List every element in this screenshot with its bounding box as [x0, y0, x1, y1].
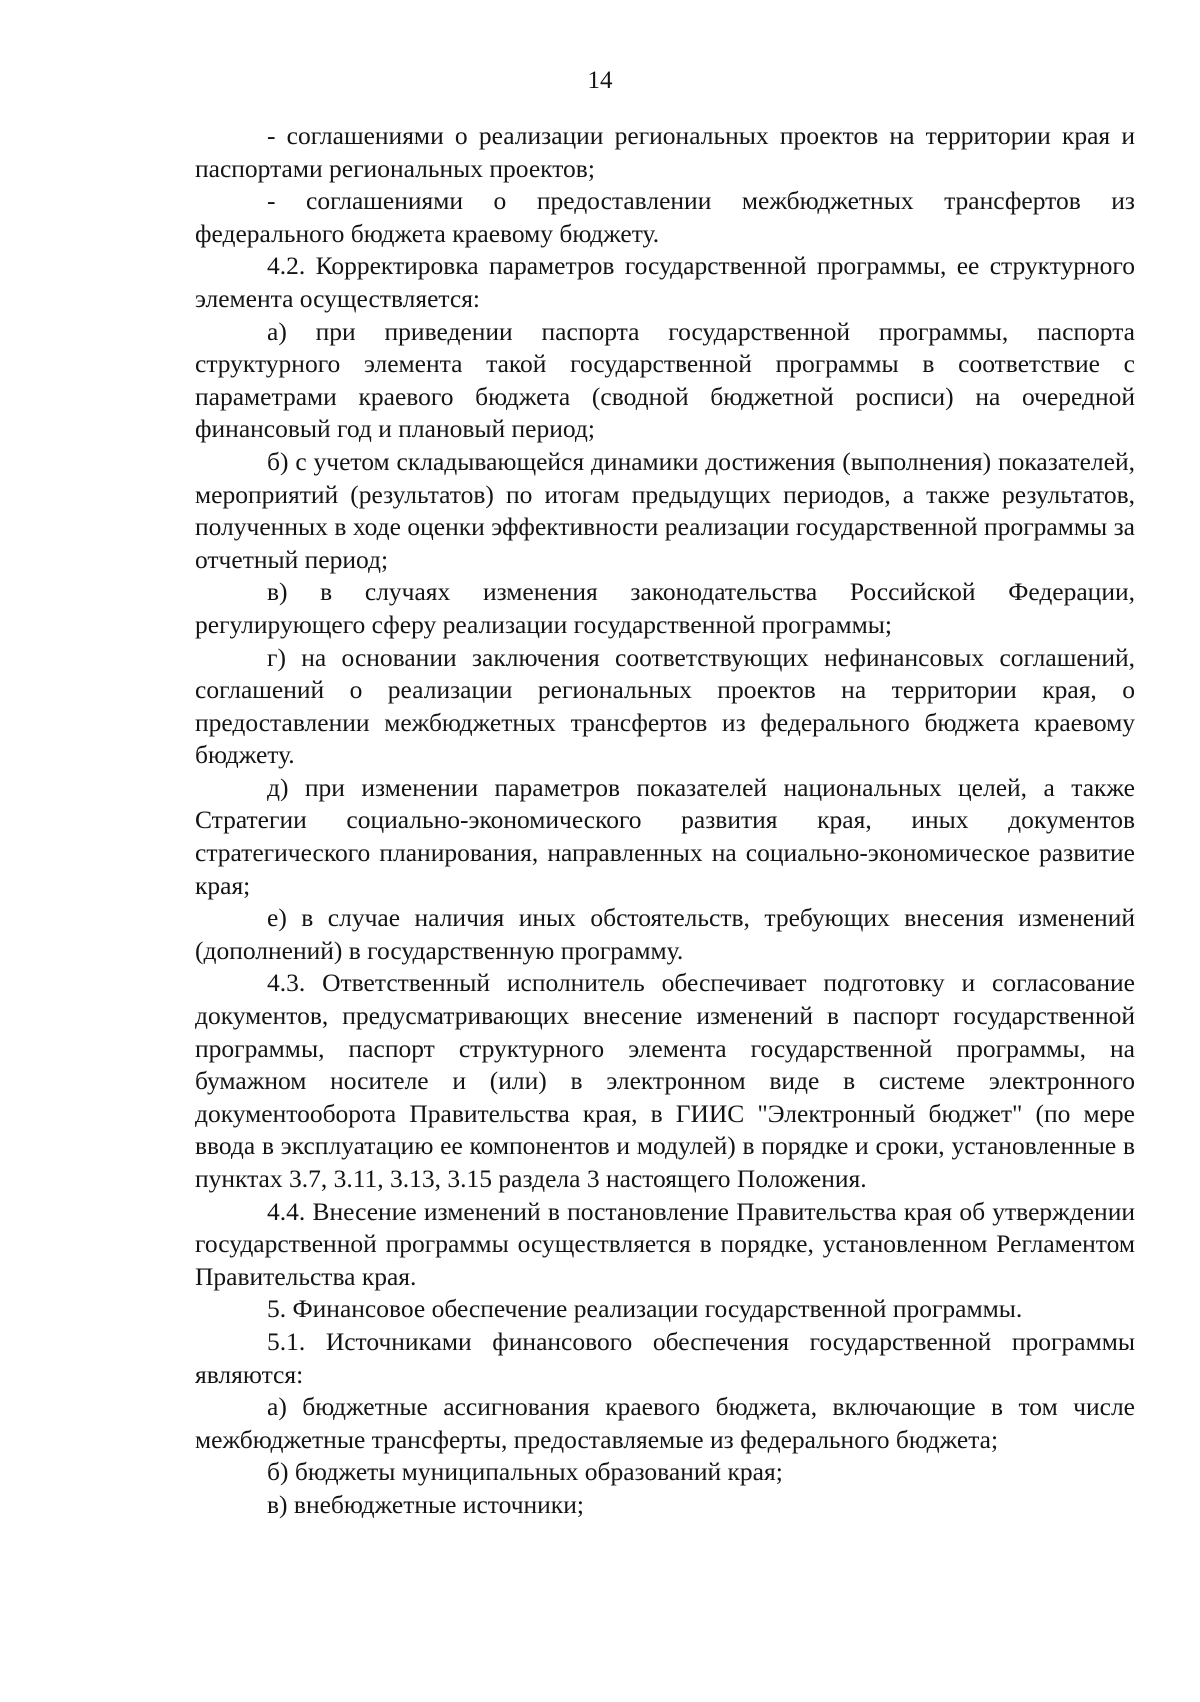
paragraph-4-2-d: д) при изменении параметров показателей национальных целей, а также Стратегии социально-экономического развития края, иных документов стратегического планирования, направленных на социально-экономическое развитие края;	[195, 772, 1135, 900]
paragraph-5-1: 5.1. Источниками финансового обеспечения государственной программы являются:	[195, 1326, 1135, 1389]
paragraph-5-1-v: в) внебюджетные источники;	[267, 1489, 584, 1519]
paragraph-4-2-a: а) при приведении паспорта государственной программы, паспорта структурного элемента такой государственной программы в соответствие с параметрами краевого бюджета (сводной бюджетной росписи) на очередной финансовый год и плановый период;	[195, 316, 1135, 444]
paragraph-5-1-b: б) бюджеты муниципальных образований края;	[267, 1457, 783, 1487]
paragraph-5-1-a: а) бюджетные ассигнования краевого бюджета, включающие в том числе межбюджетные трансферты, предоставляемые из федерального бюджета;	[195, 1392, 1135, 1454]
paragraph-4-2: 4.2. Корректировка параметров государственной программы, ее структурного элемента осуществляется:	[195, 251, 1135, 313]
paragraph-4-3: 4.3. Ответственный исполнитель обеспечивает подготовку и согласование документов, предусматривающих внесение изменений в паспорт государственной программы, паспорт структурного элемента государственной программы, на бумажном носителе и (или) в электронном виде в системе электронного документооборота Правительства края, в ГИИС "Электронный бюджет" (по мере ввода в эксплуатацию ее компонентов и модулей) в порядке и сроки, установленные в пунктах 3.7, 3.11, 3.13, 3.15 раздела 3 настоящего Положения.	[195, 968, 1135, 1193]
page-number: 14	[587, 67, 613, 94]
paragraph-4-2-g: г) на основании заключения соответствующих нефинансовых соглашений, соглашений о реализации региональных проектов на территории края, о предоставлении межбюджетных трансфертов из федерального бюджета краевому бюджету.	[195, 642, 1135, 770]
paragraph-4-2-e: е) в случае наличия иных обстоятельств, требующих внесения изменений (дополнений) в государственную программу.	[195, 903, 1135, 965]
paragraph-4-4: 4.4. Внесение изменений в постановление Правительства края об утверждении государственной программы осуществляется в порядке, установленном Регламентом Правительства края.	[195, 1196, 1135, 1291]
paragraph-agreements-regional-projects: - соглашениями о реализации региональных проектов на территории края и паспортами региональных проектов;	[195, 121, 1135, 183]
paragraph-agreements-transfers: - соглашениями о предоставлении межбюджетных трансфертов из федерального бюджета краевому бюджету.	[195, 186, 1135, 248]
paragraph-4-2-v: в) в случаях изменения законодательства Российской Федерации, регулирующего сферу реализации государственной программы;	[195, 577, 1135, 639]
paragraph-4-2-b: б) с учетом складывающейся динамики достижения (выполнения) показателей, мероприятий (результатов) по итогам предыдущих периодов, а также результатов, полученных в ходе оценки эффективности реализации государственной программы за отчетный период;	[195, 446, 1135, 574]
section-5-heading: 5. Финансовое обеспечение реализации государственной программы.	[267, 1294, 1023, 1324]
document-body	[195, 120, 1135, 1522]
